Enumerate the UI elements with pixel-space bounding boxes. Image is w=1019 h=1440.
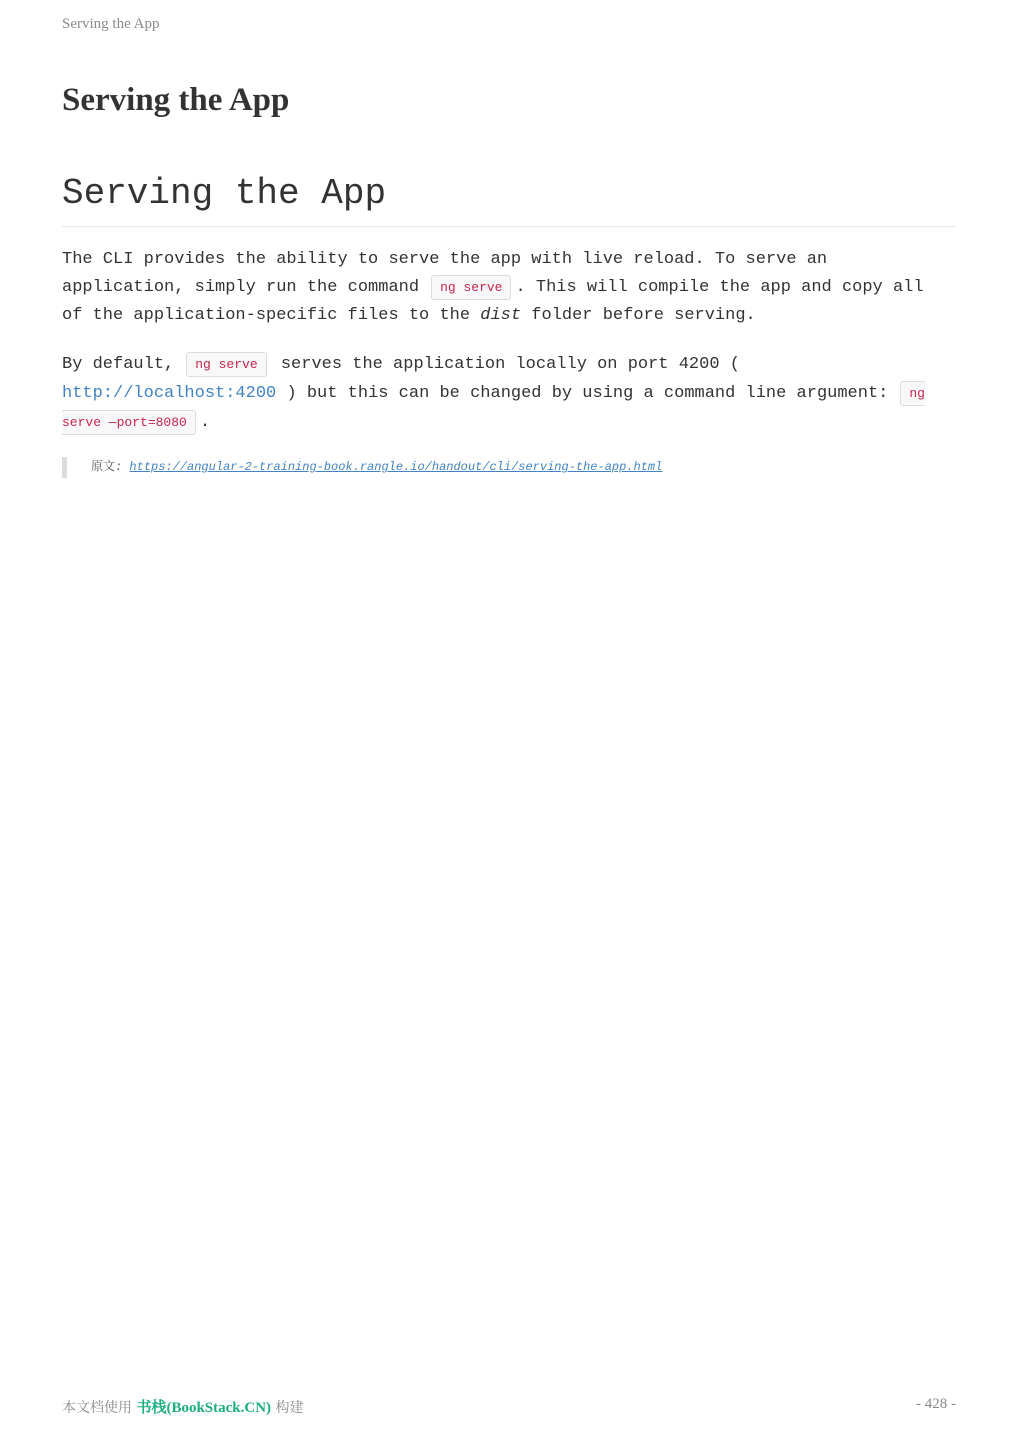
- inline-code-ng-serve: ng serve: [431, 275, 511, 300]
- paragraph-default-text-2: serves the application locally on port 4200 (: [280, 355, 740, 374]
- bookstack-link[interactable]: 书栈(BookStack.CN): [136, 1400, 272, 1416]
- footer-suffix: 构建: [275, 1400, 304, 1416]
- inline-code-port-arg: ng serve —port=8080: [62, 381, 925, 435]
- paragraph-default-period: .: [199, 413, 211, 432]
- emphasis-dist: dist: [480, 306, 522, 325]
- paragraph-intro-text: The CLI provides the ability to serve the app with live reload. To serve an application, simply run the command: [62, 250, 828, 297]
- source-blockquote: [62, 457, 662, 478]
- chapter-title: Serving the App: [62, 82, 290, 118]
- source-link[interactable]: https://angular-2-training-book.rangle.io/handout/cli/serving-the-app.html: [129, 460, 663, 474]
- footer-credit: [62, 1396, 304, 1417]
- source-label: 原文: [91, 459, 116, 473]
- paragraph-default-text-3: ) but this can be changed by using a command line argument:: [286, 384, 889, 403]
- paragraph-default-port: [62, 350, 942, 437]
- paragraph-intro-text-end: folder before serving.: [531, 306, 756, 325]
- paragraph-default-text: By default,: [62, 355, 175, 374]
- footer-prefix: 本文档使用: [62, 1400, 132, 1416]
- localhost-link[interactable]: http://localhost:4200: [62, 384, 277, 403]
- source-separator: :: [115, 460, 123, 474]
- paragraph-intro-text-2: . This will compile the app and copy all of the application-specific files to the: [62, 278, 924, 325]
- inline-code-ng-serve-2: ng serve: [186, 352, 266, 377]
- section-title: Serving the App: [62, 170, 956, 227]
- running-header: Serving the App: [62, 16, 160, 32]
- article-body: [62, 246, 942, 457]
- page-number: - 428 -: [916, 1396, 956, 1412]
- paragraph-intro: [62, 246, 942, 330]
